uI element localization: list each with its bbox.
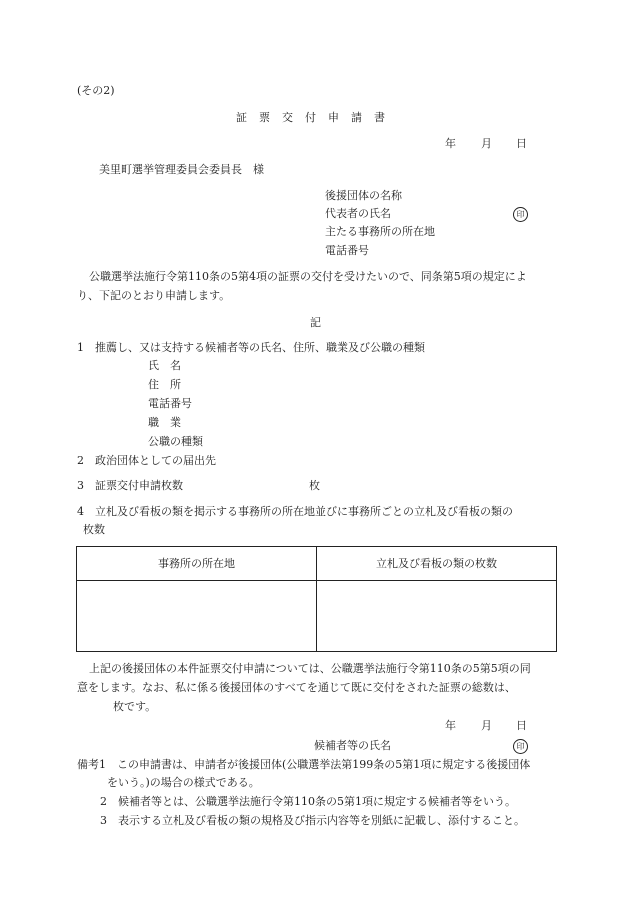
consent-line-3: 枚です。 [113, 700, 157, 713]
consent-date-day: 日 [516, 719, 527, 732]
ki-heading: 記 [310, 316, 321, 329]
table-header-row [77, 547, 557, 581]
date-day-label: 日 [516, 137, 527, 150]
table-header-sign-count: 立札及び看板の類の枚数 [317, 547, 557, 581]
note-1-line-2: をいう。)の場合の様式である。 [107, 776, 260, 789]
phone-label: 電話番号 [325, 244, 369, 257]
office-signs-table [76, 546, 557, 652]
consent-date-month: 月 [481, 719, 492, 732]
item2-label: 2 政治団体としての届出先 [77, 454, 216, 467]
intro-line-1: 公職選挙法施行令第110条の5第4項の証票の交付を受けたいので、同条第5項の規定によ [89, 270, 527, 283]
seal-icon: 印 [513, 207, 528, 222]
table-cell-sign-count [317, 581, 557, 652]
table-header-office-location: 事務所の所在地 [77, 547, 317, 581]
candidate-name-label: 候補者等の氏名 [314, 739, 391, 752]
date-month-label: 月 [481, 137, 492, 150]
candidate-seal-icon: 印 [513, 739, 528, 754]
item1-label: 1 推薦し、又は支持する候補者等の氏名、住所、職業及び公職の種類 [77, 341, 425, 354]
item1-field-name: 氏 名 [148, 359, 181, 372]
document-title: 証票交付申請書 [236, 111, 397, 124]
date-year-label: 年 [445, 137, 456, 150]
note-3: 3 表示する立札及び看板の類の規格及び指示内容等を別紙に記載し、添付すること。 [100, 814, 525, 827]
table-cell-office-location [77, 581, 317, 652]
intro-line-2: り、下記のとおり申請します。 [77, 289, 231, 302]
addressee: 美里町選挙管理委員会委員長 様 [99, 163, 264, 176]
item1-field-phone: 電話番号 [148, 397, 192, 410]
item1-field-office-type: 公職の種類 [148, 435, 203, 448]
item4-line-2: 枚数 [83, 523, 105, 536]
form-number: (その2) [77, 84, 115, 97]
consent-date-year: 年 [445, 719, 456, 732]
office-address-label: 主たる事務所の所在地 [325, 225, 435, 238]
item3-label: 3 証票交付申請枚数 [77, 479, 183, 492]
org-name-label: 後援団体の名称 [325, 189, 402, 202]
item1-field-address: 住 所 [148, 378, 181, 391]
note-2: 2 候補者等とは、公職選挙法施行令第110条の5第1項に規定する候補者等をいう。 [100, 795, 516, 808]
note-1-line-1: 備考1 この申請書は、申請者が後援団体(公職選挙法第199条の5第1項に規定する後援団体 [77, 758, 531, 771]
item1-field-occupation: 職 業 [148, 416, 181, 429]
table-row [77, 581, 557, 652]
consent-line-1: 上記の後援団体の本件証票交付申請については、公職選挙法施行令第110条の5第5項の同 [89, 662, 531, 675]
item3-unit: 枚 [309, 479, 320, 492]
consent-line-2: 意をします。なお、私に係る後援団体のすべてを通じて既に交付をされた証票の総数は、 [77, 681, 516, 694]
item4-line-1: 4 立札及び看板の類を掲示する事務所の所在地並びに事務所ごとの立札及び看板の類の [77, 505, 513, 518]
representative-label: 代表者の氏名 [325, 207, 391, 220]
